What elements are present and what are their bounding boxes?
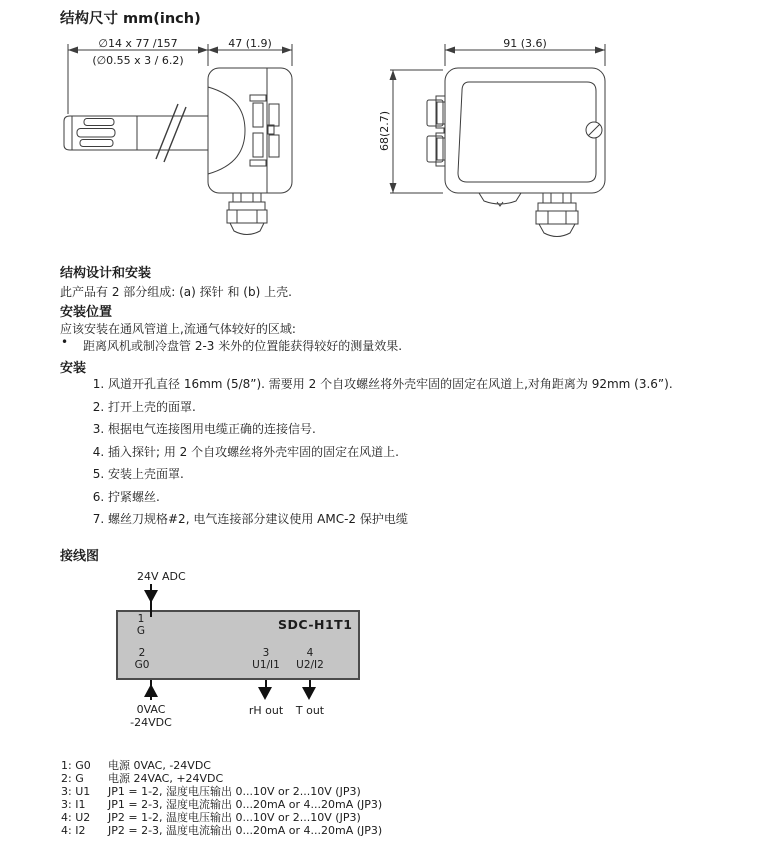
terminal-4-number: 4 — [306, 647, 314, 659]
power-supply-label: 24V ADC — [137, 570, 186, 583]
location-text: 应该安装在通风管道上,流通气体较好的区域: — [60, 322, 296, 336]
model-label: SDC-H1T1 — [278, 617, 353, 632]
ground-label — [124, 703, 178, 729]
legend-desc: JP1 = 1-2, 湿度电压输出 0...10V or 2...10V (JP3) — [108, 784, 361, 798]
arrow-up-ground-icon — [144, 684, 158, 697]
terminal-4-name: U2/I2 — [296, 659, 324, 671]
legend-desc: JP2 = 1-2, 温度电压输出 0...10V or 2...10V (JP3) — [108, 810, 361, 824]
dim-label-probe-inch: (∅0.55 x 3 / 6.2) — [92, 54, 184, 67]
legend-id: 4: I2 — [61, 823, 86, 837]
terminal-1 — [127, 613, 155, 637]
dim-label-housing-depth: 47 (1.9) — [228, 37, 272, 50]
t-out-label: T out — [295, 704, 325, 717]
legend-desc: 电源 24VAC, +24VDC — [108, 771, 224, 785]
legend-id: 3: U1 — [61, 784, 91, 798]
legend-id: 3: I1 — [61, 797, 86, 811]
install-step: 2. 打开上壳的面罩. — [108, 398, 760, 417]
install-step: 6. 拧紧螺丝. — [108, 488, 760, 507]
terminal-legend — [61, 760, 382, 837]
install-step: 7. 螺丝刀规格#2, 电气连接部分建议使用 AMC-2 保护电缆 — [108, 510, 760, 529]
section-heading-wiring: 接线图 — [60, 549, 100, 564]
legend-desc: 电源 0VAC, -24VDC — [108, 759, 211, 772]
terminal-2-number: 2 — [138, 647, 146, 659]
install-step: 3. 根据电气连接图用电缆正确的连接信号. — [108, 420, 760, 439]
ground-label-line2: -24VDC — [130, 716, 172, 729]
terminal-3-number: 3 — [262, 647, 270, 659]
page-title: 结构尺寸 mm(inch) — [60, 11, 201, 27]
bullet-dot: • — [61, 335, 69, 349]
legend-desc: JP1 = 2-3, 湿度电流输出 0...20mA or 4...20mA (JP3) — [108, 797, 383, 811]
terminal-3-name: U1/I1 — [252, 659, 280, 671]
terminal-1-name: G — [136, 625, 146, 637]
terminal-2 — [128, 647, 156, 671]
dim-label-housing-width: 91 (3.6) — [503, 37, 547, 50]
install-step: 4. 插入探针; 用 2 个自攻螺丝将外壳牢固的固定在风道上. — [108, 443, 760, 462]
section-heading-location: 安装位置 — [60, 305, 113, 320]
dim-label-probe-mm: ∅14 x 77 /157 — [98, 37, 178, 50]
legend-id: 1: G0 — [61, 759, 91, 772]
ground-label-line1: 0VAC — [136, 703, 166, 716]
terminal-3 — [250, 647, 282, 671]
legend-id: 4: U2 — [61, 810, 91, 824]
dim-label-housing-height: 68(2.7) — [378, 110, 391, 152]
install-steps-list — [83, 375, 760, 533]
section-heading-design: 结构设计和安装 — [60, 266, 152, 281]
design-text: 此产品有 2 部分组成: (a) 探针 和 (b) 上壳. — [60, 285, 292, 299]
terminal-2-name: G0 — [134, 659, 150, 671]
arrow-down-rh-icon — [258, 687, 272, 700]
install-step: 5. 安装上壳面罩. — [108, 465, 760, 484]
front-view-drawing — [378, 37, 605, 237]
rh-out-label: rH out — [248, 704, 284, 717]
location-bullet-text: 距离风机或制冷盘管 2-3 米外的位置能获得较好的测量效果. — [83, 339, 403, 353]
terminal-4 — [294, 647, 326, 671]
terminal-1-number: 1 — [137, 613, 145, 625]
section-heading-install: 安装 — [60, 361, 87, 376]
legend-desc: JP2 = 2-3, 温度电流输出 0...20mA or 4...20mA (JP3) — [108, 823, 383, 837]
legend-id: 2: G — [61, 771, 84, 785]
dimension-drawings — [0, 0, 770, 258]
install-step: 1. 风道开孔直径 16mm (5/8”). 需要用 2 个自攻螺丝将外壳牢固的固定在风道上,对角距离为 92mm (3.6”). — [108, 375, 760, 394]
arrow-down-t-icon — [302, 687, 316, 700]
arrow-down-power-icon — [144, 590, 158, 603]
side-view-drawing — [64, 37, 292, 235]
